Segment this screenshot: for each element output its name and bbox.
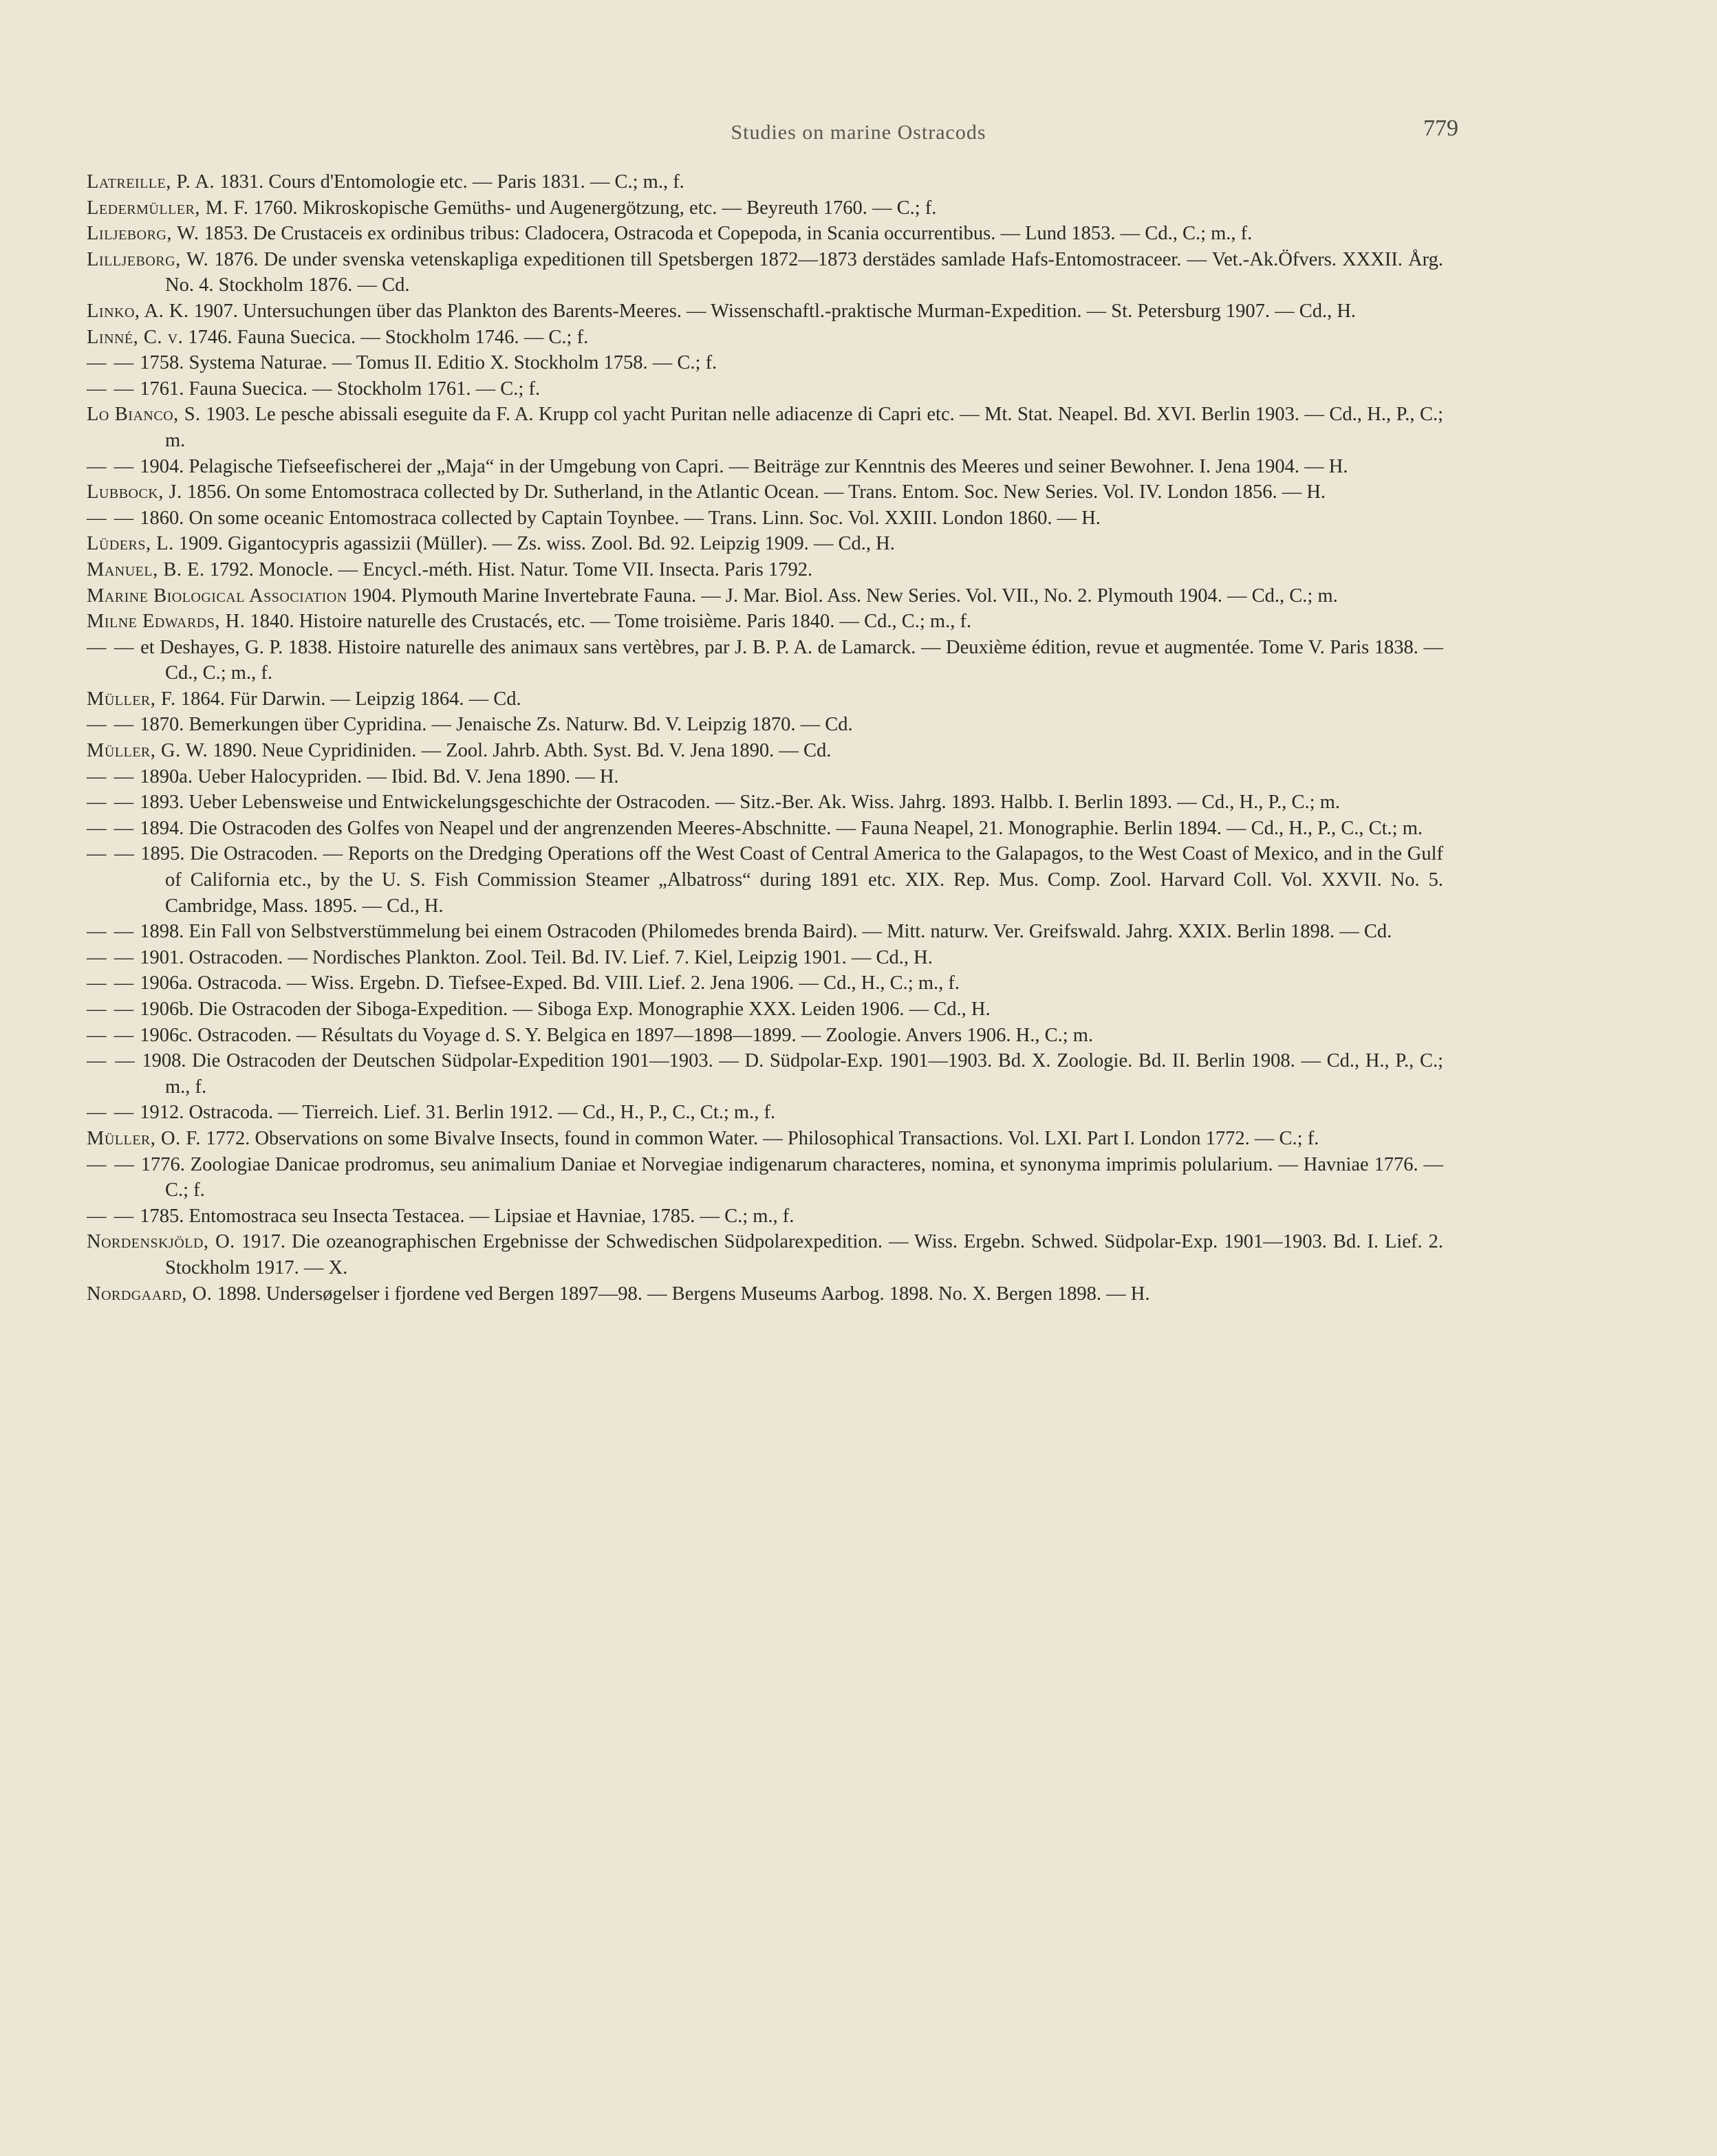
bibliography-entry xyxy=(87,1126,1443,1152)
entry-author: — — xyxy=(87,714,136,736)
bibliography-entry xyxy=(87,945,1443,971)
entry-author: Müller, O. F. xyxy=(87,1127,202,1149)
entry-author: Latreille, P. A. xyxy=(87,171,215,193)
bibliography-entry xyxy=(87,169,1443,195)
entry-citation: 1761. Fauna Suecica. — Stockholm 1761. — C.; f. xyxy=(140,378,541,400)
entry-author: — — xyxy=(87,843,136,865)
entry-author: — — xyxy=(87,1153,136,1175)
entry-citation: 1904. Pelagische Tiefseefischerei der „Maja“ in der Umgebung von Capri. — Beiträge zur Kenntnis des Meeres und seiner Bewohner. I. Jena 1904. — H. xyxy=(140,455,1348,477)
bibliography-entry xyxy=(87,402,1443,453)
entry-author: Lüders, L. xyxy=(87,533,174,555)
entry-citation: 1746. Fauna Suecica. — Stockholm 1746. — C.; f. xyxy=(188,326,589,348)
page-number: 779 xyxy=(1423,116,1458,141)
entry-citation: 1785. Entomostraca seu Insecta Testacea. — Lipsiae et Havniae, 1785. — C.; m., f. xyxy=(140,1205,795,1227)
bibliography-entry xyxy=(87,841,1443,919)
bibliography-entry xyxy=(87,1023,1443,1049)
entry-author: — — xyxy=(87,946,136,968)
bibliography-entry xyxy=(87,376,1443,402)
entry-author: — — xyxy=(87,817,136,839)
entry-author: Müller, G. W. xyxy=(87,740,208,762)
entry-author: — — xyxy=(87,378,136,400)
entry-citation: 1776. Zoologiae Danicae prodromus, seu animalium Daniae et Norvegiae indigenarum characteres, nomina, et synonyma imprimis polularium. — Havniae 1776. — C.; f. xyxy=(140,1153,1443,1201)
bibliography-entry xyxy=(87,1152,1443,1204)
entry-author: — — xyxy=(87,1205,136,1227)
entry-citation: 1792. Monocle. — Encycl.-méth. Hist. Natur. Tome VII. Insecta. Paris 1792. xyxy=(209,558,813,580)
entry-citation: 1893. Ueber Lebensweise und Entwickelungsgeschichte der Ostracoden. — Sitz.-Ber. Ak. Wiss. Jahrg. 1893. Halbb. I. Berlin 1893. — Cd., H., P., C.; m. xyxy=(140,792,1340,814)
entry-citation: 1853. De Crustaceis ex ordinibus tribus: Cladocera, Ostracoda et Copepoda, in Scania occurrentibus. — Lund 1853. — Cd., C.; m., f. xyxy=(204,223,1253,245)
entry-citation: 1758. Systema Naturae. — Tomus II. Editio X. Stockholm 1758. — C.; f. xyxy=(140,352,717,374)
bibliography-entry xyxy=(87,298,1443,325)
entry-citation: 1917. Die ozeanographischen Ergebnisse der Schwedischen Südpolarexpedition. — Wiss. Ergebn. Schwed. Südpolar-Exp. 1901—1903. Bd. I. Lief. 2. Stockholm 1917. — X. xyxy=(165,1231,1443,1278)
entry-author: — — xyxy=(87,1102,136,1124)
entry-citation: 1890. Neue Cypridiniden. — Zool. Jahrb. Abth. Syst. Bd. V. Jena 1890. — Cd. xyxy=(213,740,832,762)
bibliography-entry xyxy=(87,325,1443,351)
bibliography-entry xyxy=(87,1048,1443,1100)
bibliography-entry xyxy=(87,531,1443,557)
bibliography-entry xyxy=(87,635,1443,686)
entry-author: Liljeborg, W. xyxy=(87,223,199,245)
running-head: Studies on marine Ostracods xyxy=(731,121,986,144)
entry-author: — — xyxy=(87,636,136,658)
bibliography-entry xyxy=(87,1229,1443,1281)
bibliography-entry xyxy=(87,505,1443,532)
bibliography-entry xyxy=(87,454,1443,480)
bibliography-entry xyxy=(87,790,1443,816)
entry-author: Nordgaard, O. xyxy=(87,1283,213,1305)
bibliography-list xyxy=(87,169,1443,1307)
entry-citation: 1895. Die Ostracoden. — Reports on the Dredging Operations off the West Coast of Central America to the Galapagos, to the West Coast of Mexico, and in the Gulf of California etc., by the U. S. Fish Commission Steamer „Albatross“ during 1891 etc. XIX. Rep. Mus. Comp. Zool. Harvard Coll. Vol. XXVII. No. 5. Cambridge, Mass. 1895. — Cd., H. xyxy=(140,843,1444,917)
bibliography-entry xyxy=(87,195,1443,221)
bibliography-entry xyxy=(87,247,1443,298)
bibliography-entry xyxy=(87,1100,1443,1126)
entry-author: — — xyxy=(87,972,136,994)
entry-author: — — xyxy=(87,765,136,787)
entry-author: — — xyxy=(87,999,136,1020)
bibliography-entry xyxy=(87,970,1443,997)
entry-citation: 1864. Für Darwin. — Leipzig 1864. — Cd. xyxy=(180,688,521,710)
entry-author: Milne Edwards, H. xyxy=(87,611,246,633)
entry-author: — — xyxy=(87,455,136,477)
entry-author: Lubbock, J. xyxy=(87,481,182,503)
entry-author: Müller, F. xyxy=(87,688,176,710)
entry-author: — — xyxy=(87,1050,136,1072)
entry-citation: 1860. On some oceanic Entomostraca collected by Captain Toynbee. — Trans. Linn. Soc. Vol. XXIII. London 1860. — H. xyxy=(140,507,1101,529)
entry-citation: 1912. Ostracoda. — Tierreich. Lief. 31. Berlin 1912. — Cd., H., P., C., Ct.; m., f. xyxy=(140,1102,776,1124)
entry-author: Ledermüller, M. F. xyxy=(87,197,249,219)
entry-citation: 1760. Mikroskopische Gemüths- und Augenergötzung, etc. — Beyreuth 1760. — C.; f. xyxy=(253,197,937,219)
bibliography-entry xyxy=(87,686,1443,712)
bibliography-entry xyxy=(87,764,1443,790)
entry-citation: 1894. Die Ostracoden des Golfes von Neapel und der angrenzenden Meeres-Abschnitte. — Fauna Neapel, 21. Monographie. Berlin 1894. — Cd., H., P., C., Ct.; m. xyxy=(140,817,1423,839)
entry-citation: 1906a. Ostracoda. — Wiss. Ergebn. D. Tiefsee-Exped. Bd. VIII. Lief. 2. Jena 1906. — Cd., H., C.; m., f. xyxy=(140,972,960,994)
entry-citation: 1876. De under svenska vetenskapliga expeditionen till Spetsbergen 1872—1873 derstädes samlade Hafs-Entomostraceer. — Vet.-Ak.Öfvers. XXXII. Årg. No. 4. Stockholm 1876. — Cd. xyxy=(165,248,1444,296)
entry-citation: 1901. Ostracoden. — Nordisches Plankton. Zool. Teil. Bd. IV. Lief. 7. Kiel, Leipzig 1901. — Cd., H. xyxy=(140,946,933,968)
bibliography-entry xyxy=(87,350,1443,376)
bibliography-entry xyxy=(87,738,1443,764)
entry-author: — — xyxy=(87,352,136,374)
entry-author: Lilljeborg, W. xyxy=(87,248,209,270)
entry-citation: 1908. Die Ostracoden der Deutschen Südpolar-Expedition 1901—1903. — D. Südpolar-Exp. 1901—1903. Bd. X. Zoologie. Bd. II. Berlin 1908. — Cd., H., P., C.; m., f. xyxy=(142,1050,1444,1098)
entry-citation: 1856. On some Entomostraca collected by Dr. Sutherland, in the Atlantic Ocean. — Trans. Entom. Soc. New Series. Vol. IV. London 1856. — H. xyxy=(186,481,1326,503)
bibliography-entry xyxy=(87,997,1443,1023)
entry-author: — — xyxy=(87,507,136,529)
bibliography-entry xyxy=(87,557,1443,583)
entry-citation: 1898. Ein Fall von Selbstverstümmelung bei einem Ostracoden (Philomedes brenda Baird). — Mitt. naturw. Ver. Greifswald. Jahrg. XXIX. Berlin 1898. — Cd. xyxy=(140,921,1392,943)
entry-author: Marine Biological Association xyxy=(87,585,347,607)
bibliography-entry xyxy=(87,583,1443,609)
bibliography-entry xyxy=(87,221,1443,247)
entry-citation: 1831. Cours d'Entomologie etc. — Paris 1831. — C.; m., f. xyxy=(219,171,684,193)
entry-citation: 1907. Untersuchungen über das Plankton des Barents-Meeres. — Wissenschaftl.-praktische Murman-Expedition. — St. Petersburg 1907. — Cd., H. xyxy=(193,300,1357,322)
entry-citation: 1772. Observations on some Bivalve Insects, found in common Water. — Philosophical Transactions. Vol. LXI. Part I. London 1772. — C.; f. xyxy=(206,1127,1319,1149)
entry-citation: 1903. Le pesche abissali eseguite da F. A. Krupp col yacht Puritan nelle adiacenze di Capri etc. — Mt. Stat. Neapel. Bd. XVI. Berlin 1903. — Cd., H., P., C.; m. xyxy=(165,404,1444,451)
entry-author: Linko, A. K. xyxy=(87,300,189,322)
bibliography-entry xyxy=(87,816,1443,842)
bibliography-entry xyxy=(87,712,1443,738)
bibliography-entry xyxy=(87,1281,1443,1307)
entry-citation: et Deshayes, G. P. 1838. Histoire naturelle des animaux sans vertèbres, par J. B. P. A. de Lamarck. — Deuxième édition, revue et augmentée. Tome V. Paris 1838. — Cd., C.; m., f. xyxy=(140,636,1443,684)
entry-author: Lo Bianco, S. xyxy=(87,404,201,426)
entry-citation: 1890a. Ueber Halocypriden. — Ibid. Bd. V. Jena 1890. — H. xyxy=(140,765,619,787)
bibliography-entry xyxy=(87,1204,1443,1230)
entry-author: Linné, C. v. xyxy=(87,326,184,348)
entry-citation: 1906c. Ostracoden. — Résultats du Voyage d. S. Y. Belgica en 1897—1898—1899. — Zoologie. Anvers 1906. H., C.; m. xyxy=(140,1024,1094,1046)
bibliography-entry xyxy=(87,609,1443,635)
entry-citation: 1898. Undersøgelser i fjordene ved Bergen 1897—98. — Bergens Museums Aarbog. 1898. No. X. Bergen 1898. — H. xyxy=(217,1283,1150,1305)
entry-citation: 1904. Plymouth Marine Invertebrate Fauna. — J. Mar. Biol. Ass. New Series. Vol. VII., No. 2. Plymouth 1904. — Cd., C.; m. xyxy=(352,585,1338,607)
entry-citation: 1906b. Die Ostracoden der Siboga-Expedition. — Siboga Exp. Monographie XXX. Leiden 1906. — Cd., H. xyxy=(140,999,991,1020)
entry-author: Manuel, B. E. xyxy=(87,558,205,580)
entry-citation: 1870. Bemerkungen über Cypridina. — Jenaische Zs. Naturw. Bd. V. Leipzig 1870. — Cd. xyxy=(140,714,853,736)
bibliography-entry xyxy=(87,919,1443,945)
entry-author: — — xyxy=(87,1024,136,1046)
entry-citation: 1909. Gigantocypris agassizii (Müller). — Zs. wiss. Zool. Bd. 92. Leipzig 1909. — Cd., H. xyxy=(178,533,895,555)
entry-citation: 1840. Histoire naturelle des Crustacés, etc. — Tome troisième. Paris 1840. — Cd., C.; m., f. xyxy=(250,611,972,633)
entry-author: — — xyxy=(87,792,136,814)
bibliography-entry xyxy=(87,479,1443,505)
entry-author: — — xyxy=(87,921,136,943)
entry-author: Nordenskjöld, O. xyxy=(87,1231,235,1253)
